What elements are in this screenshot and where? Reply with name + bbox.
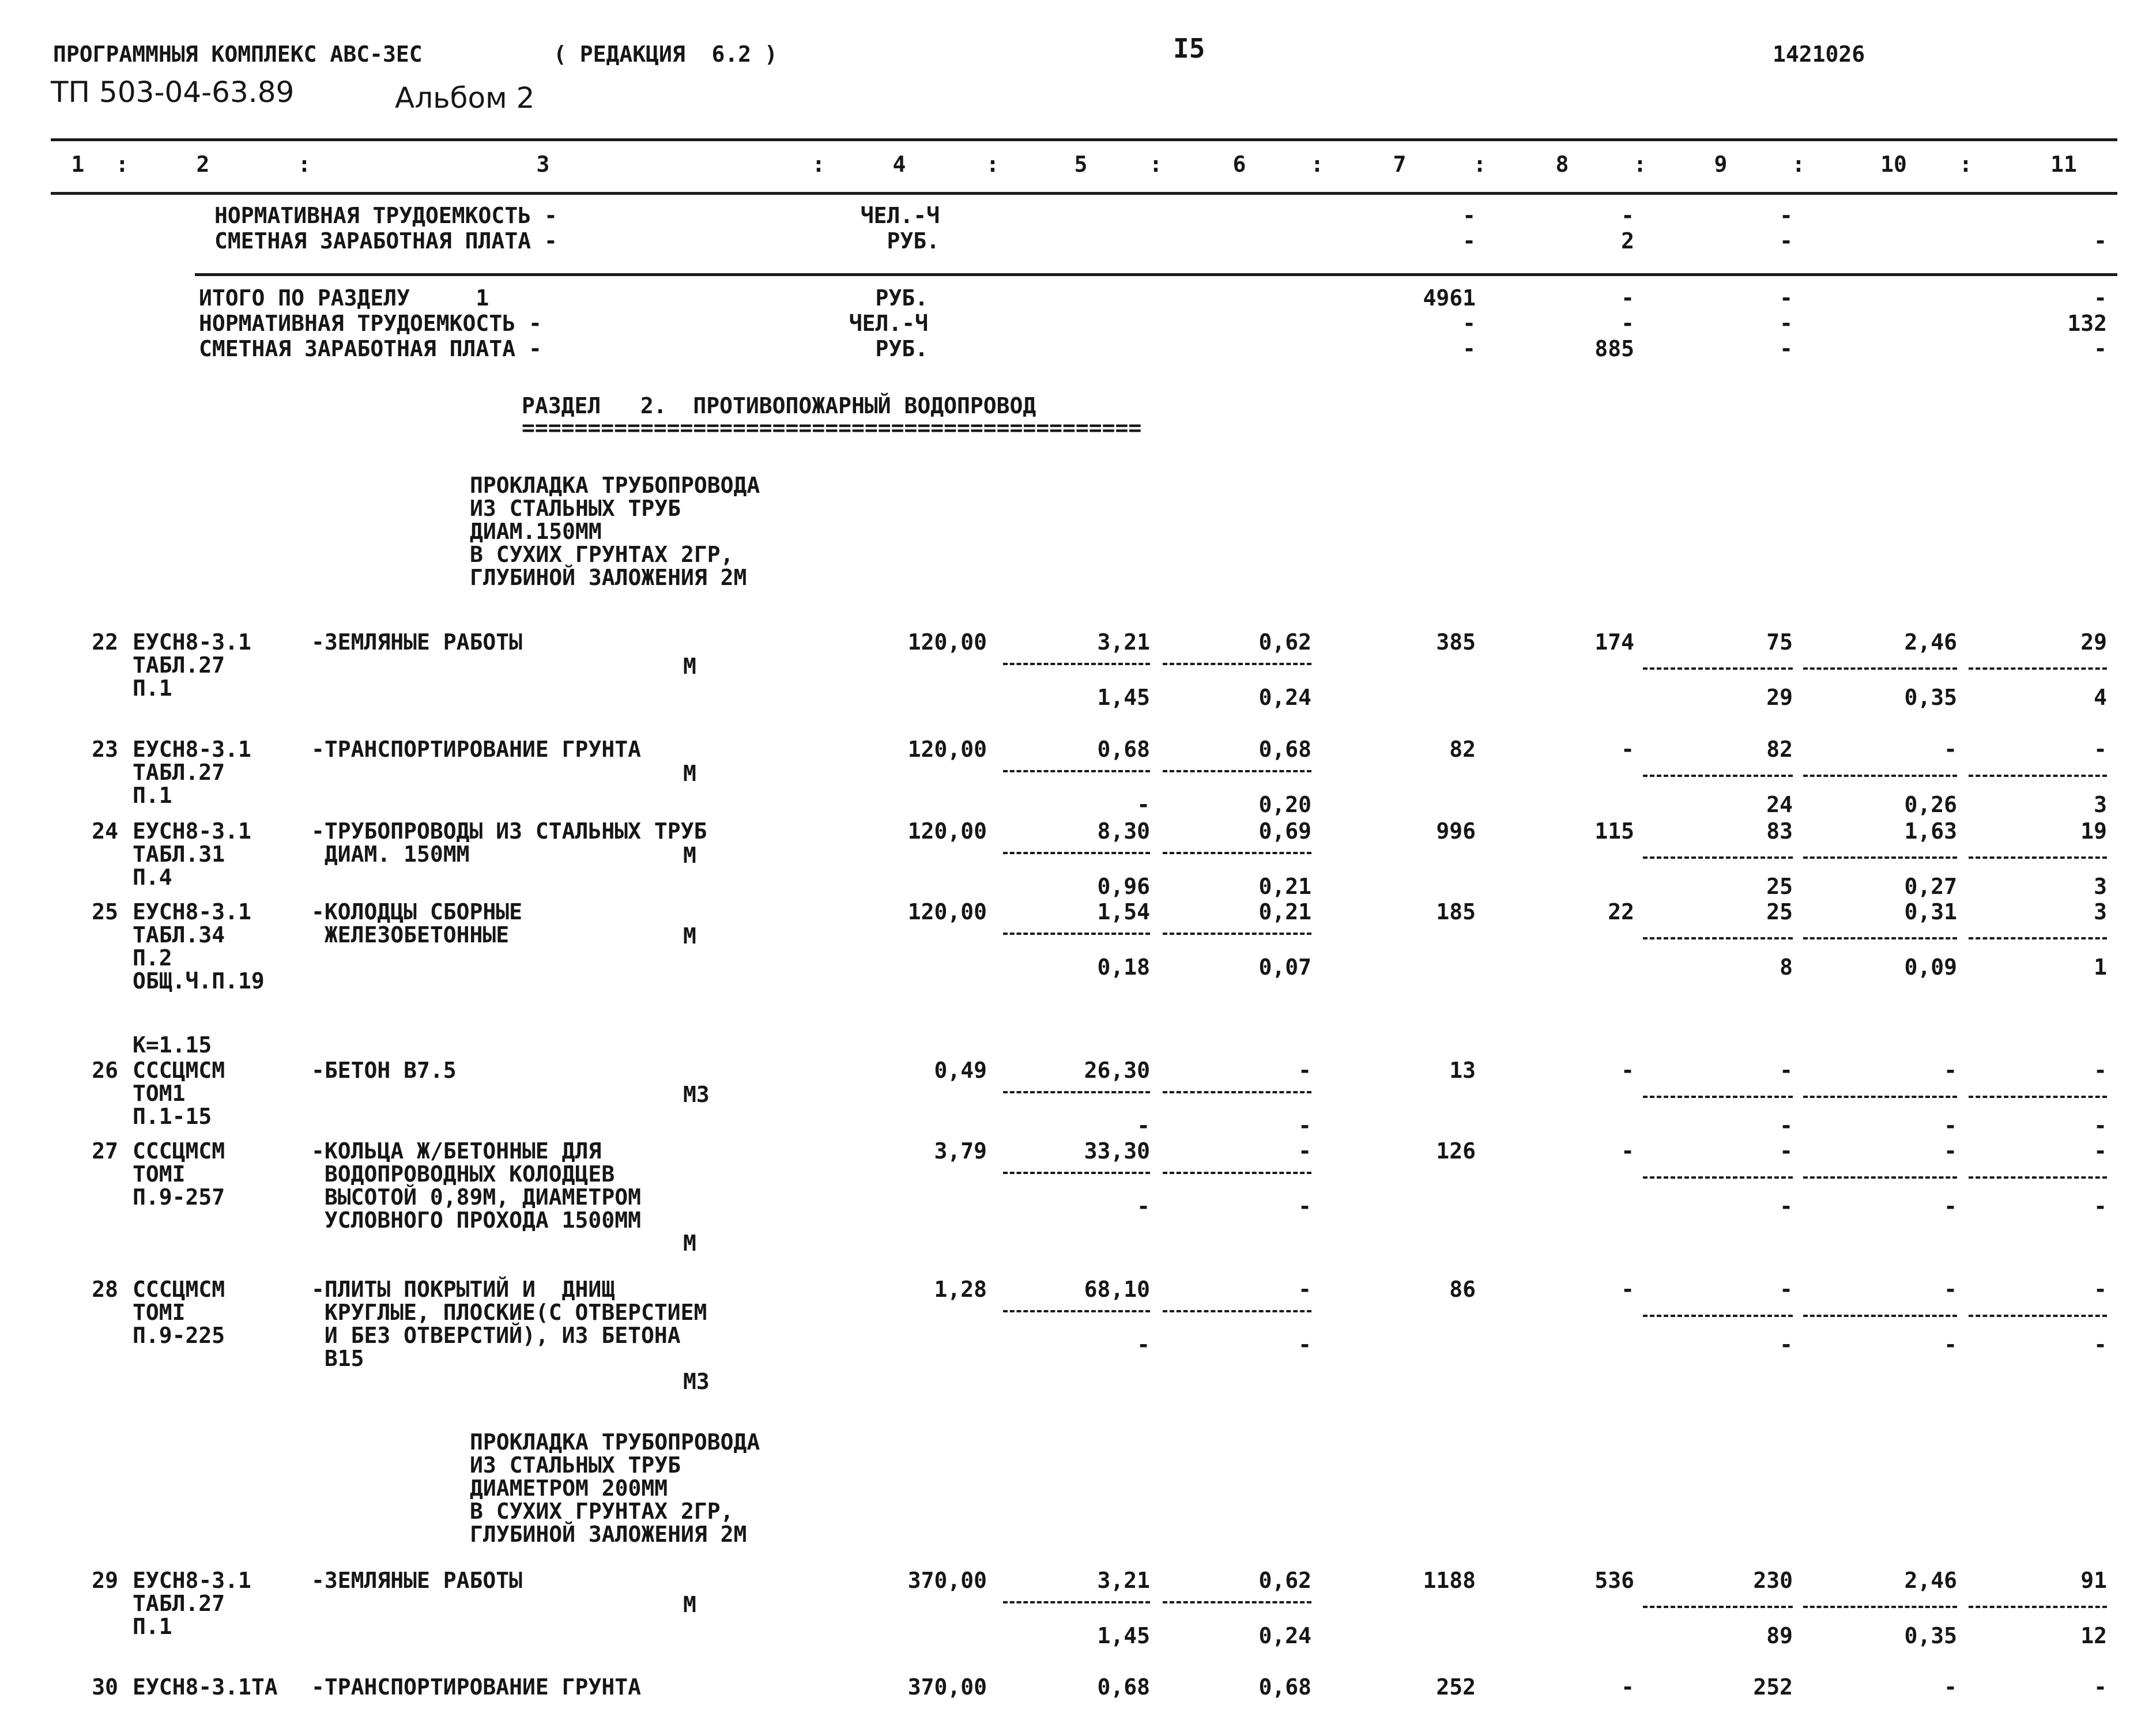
item-code: ТОМ1 [133,1081,186,1106]
item-col11-sub: - [2094,1113,2107,1138]
item-unit: М [683,923,696,949]
summary-col8: - [1621,285,1634,311]
col10-rule [1803,775,1957,777]
item-col7: 126 [1436,1138,1476,1164]
summary-label: ИТОГО ПО РАЗДЕЛУ 1 [199,285,489,311]
item-col11: 3 [2094,899,2107,924]
group-line: ГЛУБИНОЙ ЗАЛОЖЕНИЯ 2М [470,565,747,590]
item-col6-sub: 0,24 [1258,1623,1311,1648]
col5-rule [1003,1091,1150,1093]
summary-col11: - [2094,336,2107,361]
item-code: ТАБЛ.34 [133,922,225,948]
item-col9: 75 [1766,629,1793,655]
col6-rule [1163,1601,1311,1603]
item-col6-sub: 0,07 [1258,954,1311,980]
summary-col7: 4961 [1423,285,1476,311]
item-col9-sub: 29 [1766,685,1793,710]
column-separator: : [986,152,1000,177]
item-col5: 8,30 [1097,818,1150,844]
item-col7: 13 [1449,1058,1476,1083]
item-col10-sub: 0,35 [1904,1623,1957,1648]
summary-col7: - [1462,228,1476,254]
column-header-2: 2 [196,152,210,177]
col10-rule [1803,856,1957,859]
item-col9: 83 [1766,818,1793,844]
col9-rule [1643,775,1793,777]
col6-rule [1163,1310,1311,1312]
column-header-5: 5 [1074,152,1088,177]
column-header-3: 3 [536,152,550,177]
item-number: 26 [92,1058,118,1083]
summary-label: СМЕТНАЯ ЗАРАБОТНАЯ ПЛАТА - [199,336,542,361]
item-code: П.9-257 [133,1184,225,1210]
item-col10-sub: - [1944,1332,1957,1357]
group-line: ИЗ СТАЛЬНЫХ ТРУБ [470,496,681,521]
item-col7: 86 [1449,1277,1476,1302]
item-unit: М [683,1592,696,1617]
item-col6-sub: - [1298,1113,1311,1138]
item-code: П.1 [133,1614,172,1639]
item-col11-sub: 12 [2080,1623,2107,1648]
item-col5-sub: 0,96 [1097,874,1150,899]
column-separator: : [1633,152,1647,177]
col11-rule [1969,856,2107,859]
item-col11-sub: 3 [2094,874,2107,899]
col11-rule [1969,1176,2107,1179]
item-col9: 25 [1766,899,1793,924]
column-header-10: 10 [1880,152,1907,177]
item-name: -КОЛЬЦА Ж/БЕТОННЫЕ ДЛЯ [311,1138,602,1164]
col5-rule [1003,1601,1150,1603]
summary-col8: 885 [1594,336,1634,361]
item-quantity: 370,00 [907,1568,987,1593]
item-col8: - [1621,1138,1634,1164]
item-name: -ТРАНСПОРТИРОВАНИЕ ГРУНТА [311,737,641,762]
column-header-1: 1 [71,152,85,177]
item-code: ЕУСН8-3.1 [133,1568,251,1593]
item-col11: - [2094,1674,2107,1700]
item-code: ОБЩ.Ч.П.19 [133,968,265,994]
item-number: 25 [92,899,118,924]
item-col10: - [1944,1138,1957,1164]
item-col5-sub: - [1137,1113,1150,1138]
item-code: П.1-15 [133,1104,212,1129]
column-header-4: 4 [892,152,906,177]
col11-rule [1969,1315,2107,1317]
item-name: -КОЛОДЦЫ СБОРНЫЕ [311,899,523,924]
col10-rule [1803,1606,1957,1608]
summary-col7: - [1462,311,1476,336]
item-col9: 82 [1766,737,1793,762]
item-number: 22 [92,629,118,655]
item-col8: 115 [1594,818,1634,844]
item-col5: 0,68 [1097,737,1150,762]
item-col11: - [2094,1277,2107,1302]
item-number: 27 [92,1138,118,1164]
col11-rule [1969,667,2107,670]
column-header-8: 8 [1555,152,1569,177]
column-header-6: 6 [1232,152,1246,177]
item-col9-sub: 24 [1766,792,1793,817]
item-col8: - [1621,1674,1634,1700]
summary-unit: ЧЕЛ.-Ч [849,311,928,336]
item-col10-sub: - [1944,1194,1957,1219]
column-separator: : [1149,152,1163,177]
item-col5: 1,54 [1097,899,1150,924]
item-col6: 0,62 [1258,629,1311,655]
header-rule-top [51,138,2117,141]
column-separator: : [1959,152,1973,177]
item-col6: 0,62 [1258,1568,1311,1593]
item-quantity: 1,28 [934,1277,987,1302]
col9-rule [1643,1096,1793,1098]
item-unit: М [683,843,696,868]
item-name: -ЗЕМЛЯНЫЕ РАБОТЫ [311,629,523,655]
edition: ( РЕДАКЦИЯ 6.2 ) [553,41,778,67]
item-number: 24 [92,818,118,844]
item-code: П.1 [133,783,172,808]
item-col5: 68,10 [1084,1277,1150,1302]
item-col9: 252 [1753,1674,1793,1700]
column-separator: : [1473,152,1487,177]
col5-rule [1003,1172,1150,1174]
item-col9: - [1780,1277,1793,1302]
item-col7: 1188 [1423,1568,1476,1593]
col6-rule [1163,1172,1311,1174]
item-col6-sub: - [1298,1194,1311,1219]
item-unit: М3 [683,1082,710,1107]
item-code: ТАБЛ.27 [133,760,225,785]
item-col8: 22 [1608,899,1634,924]
item-code: ТАБЛ.27 [133,1591,225,1616]
item-code: П.1 [133,675,172,701]
column-separator: : [1310,152,1324,177]
item-col9-sub: 89 [1766,1623,1793,1648]
col6-rule [1163,770,1311,772]
summary-unit: ЧЕЛ.-Ч [860,203,940,228]
item-col5-sub: 1,45 [1097,1623,1150,1648]
item-col5-sub: - [1137,1332,1150,1357]
item-col9-sub: - [1780,1194,1793,1219]
item-quantity: 3,79 [934,1138,987,1164]
column-separator: : [812,152,825,177]
item-quantity: 0,49 [934,1058,987,1083]
item-code: П.9-225 [133,1323,225,1348]
col5-rule [1003,852,1150,854]
column-separator: : [297,152,311,177]
item-name: ЖЕЛЕЗОБЕТОННЫЕ [311,922,510,948]
item-col6: - [1298,1058,1311,1083]
item-col5: 3,21 [1097,629,1150,655]
item-name: И БЕЗ ОТВЕРСТИЙ), ИЗ БЕТОНА [311,1323,681,1348]
item-col6: 0,68 [1258,1674,1311,1700]
summary-col9: - [1780,228,1793,254]
album-label: Альбом 2 [395,81,535,115]
item-code: ТАБЛ.31 [133,841,225,867]
item-col5: 33,30 [1084,1138,1150,1164]
item-col5-sub: 1,45 [1097,685,1150,710]
item-col10-sub: 0,26 [1904,792,1957,817]
item-code: ЕУСН8-3.1 [133,818,251,844]
group-line: ДИАМ.150ММ [470,519,602,544]
item-col6-sub: 0,21 [1258,874,1311,899]
column-separator: : [115,152,129,177]
item-name: УСЛОВНОГО ПРОХОДА 1500ММ [311,1207,641,1233]
col11-rule [1969,937,2107,939]
col11-rule [1969,775,2107,777]
summary-col9: - [1780,203,1793,228]
col5-rule [1003,663,1150,665]
program-name: ПРОГРАММНЫЯ КОМПЛЕКС АВС-ЗЕС [53,41,423,67]
group-line: В СУХИХ ГРУНТАХ 2ГР, [470,542,734,567]
summary-col8: - [1621,203,1634,228]
col5-rule [1003,933,1150,935]
col10-rule [1803,1315,1957,1317]
summary-label: НОРМАТИВНАЯ ТРУДОЕМКОСТЬ - [214,203,557,228]
item-code: ТОМI [133,1300,186,1325]
item-col7: 252 [1436,1674,1476,1700]
summary-col9: - [1780,336,1793,361]
item-col11-sub: - [2094,1194,2107,1219]
item-col11: - [2094,1138,2107,1164]
item-col10: - [1944,1058,1957,1083]
item-code: ТАБЛ.27 [133,652,225,678]
item-col9-sub: 8 [1780,954,1793,980]
col6-rule [1163,852,1311,854]
col6-rule [1163,1091,1311,1093]
section-title: РАЗДЕЛ 2. ПРОТИВОПОЖАРНЫЙ ВОДОПРОВОД [522,393,1036,418]
item-col10-sub: 0,35 [1904,685,1957,710]
summary-col8: 2 [1621,228,1634,254]
item-code: ЕУСН8-3.1 [133,737,251,762]
col6-rule [1163,933,1311,935]
item-name: -ПЛИТЫ ПОКРЫТИЙ И ДНИЩ [311,1277,615,1302]
item-code: ЕУСН8-3.1 [133,629,251,655]
item-col11-sub: - [2094,1332,2107,1357]
col9-rule [1643,1176,1793,1179]
item-col6-sub: 0,24 [1258,685,1311,710]
column-header-11: 11 [2050,152,2077,177]
col9-rule [1643,937,1793,939]
col10-rule [1803,937,1957,939]
summary-unit: РУБ. [875,285,928,311]
col10-rule [1803,1176,1957,1179]
item-unit: М [683,654,696,679]
item-col8: - [1621,1058,1634,1083]
item-col7: 996 [1436,818,1476,844]
item-number: 30 [92,1674,118,1700]
item-quantity: 120,00 [907,629,987,655]
item-col10: 2,46 [1904,1568,1957,1593]
document-number: 1421026 [1773,41,1865,67]
item-col6: 0,69 [1258,818,1311,844]
item-col10: 0,31 [1904,899,1957,924]
col6-rule [1163,663,1311,665]
item-col6: - [1298,1277,1311,1302]
item-quantity: 120,00 [907,818,987,844]
item-col5-sub: 0,18 [1097,954,1150,980]
item-col9: - [1780,1058,1793,1083]
summary-label: НОРМАТИВНАЯ ТРУДОЕМКОСТЬ - [199,311,542,336]
item-col8: - [1621,737,1634,762]
item-name: В15 [311,1346,364,1371]
item-coefficient: К=1.15 [133,1032,212,1058]
group-line: ПРОКЛАДКА ТРУБОПРОВОДА [470,1429,760,1455]
item-unit: М [683,761,696,786]
column-header-9: 9 [1714,152,1728,177]
item-col6: - [1298,1138,1311,1164]
item-col9: 230 [1753,1568,1793,1593]
item-name: -ЗЕМЛЯНЫЕ РАБОТЫ [311,1568,523,1593]
item-col6: 0,68 [1258,737,1311,762]
item-col8: - [1621,1277,1634,1302]
item-col10: 2,46 [1904,629,1957,655]
item-number: 29 [92,1568,118,1593]
item-col11-sub: 1 [2094,954,2107,980]
item-code: ЕУСН8-3.1 [133,899,251,924]
item-name: КРУГЛЫЕ, ПЛОСКИЕ(С ОТВЕРСТИЕМ [311,1300,707,1325]
item-col6-sub: - [1298,1332,1311,1357]
summary-col7: - [1462,336,1476,361]
item-col10: - [1944,1674,1957,1700]
item-col9-sub: 25 [1766,874,1793,899]
item-col5-sub: - [1137,792,1150,817]
item-name: -ТРАНСПОРТИРОВАНИЕ ГРУНТА [311,1674,641,1700]
item-col11: 91 [2080,1568,2107,1593]
item-quantity: 370,00 [907,1674,987,1700]
item-code: ЕУСН8-3.1ТА [133,1674,278,1700]
item-code: ТОМI [133,1161,186,1187]
summary-col11: - [2094,228,2107,254]
item-col7: 185 [1436,899,1476,924]
summary-col11: - [2094,285,2107,311]
item-col7: 385 [1436,629,1476,655]
header-rule-bottom [51,192,2117,195]
item-col10: - [1944,737,1957,762]
item-name: ВОДОПРОВОДНЫХ КОЛОДЦЕВ [311,1161,615,1187]
item-col11-sub: 4 [2094,685,2107,710]
item-code: П.2 [133,945,172,971]
col5-rule [1003,770,1150,772]
item-name: -ТРУБОПРОВОДЫ ИЗ СТАЛЬНЫХ ТРУБ [311,818,707,844]
item-col10-sub: 0,27 [1904,874,1957,899]
item-quantity: 120,00 [907,899,987,924]
item-col7: 82 [1449,737,1476,762]
col9-rule [1643,856,1793,859]
summary-label: СМЕТНАЯ ЗАРАБОТНАЯ ПЛАТА - [214,228,557,254]
summary-col8: - [1621,311,1634,336]
col5-rule [1003,1310,1150,1312]
item-col5-sub: - [1137,1194,1150,1219]
group-line: ИЗ СТАЛЬНЫХ ТРУБ [470,1452,681,1478]
group-line: ПРОКЛАДКА ТРУБОПРОВОДА [470,473,760,498]
summary-col11: 132 [2067,311,2107,336]
col11-rule [1969,1606,2107,1608]
item-unit: М3 [683,1369,710,1394]
page-number: I5 [1173,33,1205,64]
col9-rule [1643,1606,1793,1608]
item-number: 23 [92,737,118,762]
item-code: СССЦМСМ [133,1138,225,1164]
summary-col9: - [1780,311,1793,336]
summary-col9: - [1780,285,1793,311]
col10-rule [1803,667,1957,670]
summary-unit: РУБ. [875,336,928,361]
item-code: СССЦМСМ [133,1058,225,1083]
item-col9-sub: - [1780,1113,1793,1138]
item-quantity: 120,00 [907,737,987,762]
column-separator: : [1792,152,1805,177]
item-col6-sub: 0,20 [1258,792,1311,817]
group-line: ГЛУБИНОЙ ЗАЛОЖЕНИЯ 2М [470,1522,747,1547]
item-col5: 26,30 [1084,1058,1150,1083]
group-line: В СУХИХ ГРУНТАХ 2ГР, [470,1499,734,1524]
item-col9: - [1780,1138,1793,1164]
item-col10: - [1944,1277,1957,1302]
summary-unit: РУБ. [887,228,940,254]
item-col11-sub: 3 [2094,792,2107,817]
item-name: ДИАМ. 150ММ [311,841,470,867]
tp-number: ТП 503-04-63.89 [51,76,295,109]
col9-rule [1643,1315,1793,1317]
item-col6: 0,21 [1258,899,1311,924]
summary-rule [195,273,2117,276]
item-number: 28 [92,1277,118,1302]
group-line: ДИАМЕТРОМ 200ММ [470,1475,668,1501]
item-col10: 1,63 [1904,818,1957,844]
item-col11: - [2094,1058,2107,1083]
item-col5: 3,21 [1097,1568,1150,1593]
summary-col7: - [1462,203,1476,228]
item-col9-sub: - [1780,1332,1793,1357]
col9-rule [1643,667,1793,670]
item-col5: 0,68 [1097,1674,1150,1700]
item-unit: М [683,1231,696,1256]
column-header-7: 7 [1393,152,1407,177]
item-col10-sub: 0,09 [1904,954,1957,980]
item-col11: 29 [2080,629,2107,655]
item-col11: - [2094,737,2107,762]
item-col8: 174 [1594,629,1634,655]
item-col8: 536 [1594,1568,1634,1593]
item-col10-sub: - [1944,1113,1957,1138]
item-code: СССЦМСМ [133,1277,225,1302]
item-col11: 19 [2080,818,2107,844]
item-name: ВЫСОТОЙ 0,89М, ДИАМЕТРОМ [311,1184,641,1210]
col11-rule [1969,1096,2107,1098]
col10-rule [1803,1096,1957,1098]
item-code: П.4 [133,865,172,890]
section-title-underline: =============================================== [522,415,1142,440]
item-name: -БЕТОН В7.5 [311,1058,457,1083]
